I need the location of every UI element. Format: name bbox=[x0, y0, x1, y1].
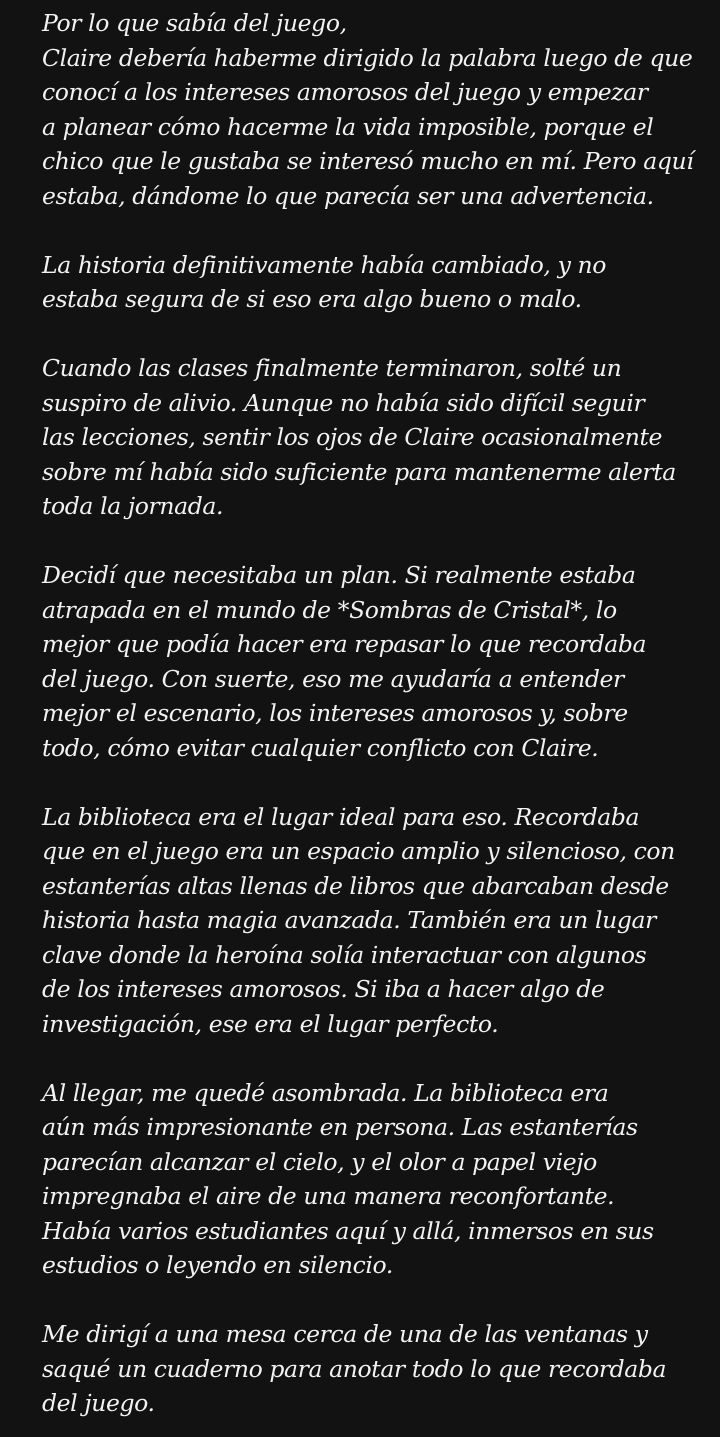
text-line: a planear cómo hacerme la vida imposible, porque el bbox=[42, 112, 654, 141]
text-line: impregnaba el aire de una manera reconfortante. bbox=[42, 1182, 615, 1210]
text-line: estaba segura de si eso era algo bueno o malo. bbox=[42, 285, 582, 313]
paragraph bbox=[42, 1076, 720, 1283]
paragraph bbox=[42, 800, 720, 1042]
text-line: Me dirigí a una mesa cerca de una de las ventanas y bbox=[42, 1320, 648, 1348]
text-line: las lecciones, sentir los ojos de Claire ocasionalmente bbox=[42, 423, 663, 451]
text-line: todo, cómo evitar cualquier conflicto con Claire. bbox=[42, 733, 599, 762]
text-line: sobre mí había sido suficiente para mantenerme alerta bbox=[42, 457, 676, 486]
text-line: investigación, ese era el lugar perfecto. bbox=[42, 1009, 499, 1038]
text-line: Había varios estudiantes aquí y allá, inmersos en sus bbox=[42, 1216, 654, 1245]
text-line: estaba, dándome lo que parecía ser una advertencia. bbox=[42, 181, 654, 210]
text-line: La historia definitivamente había cambiado, y no bbox=[42, 250, 606, 279]
text-line: aún más impresionante en persona. Las estanterías bbox=[42, 1113, 638, 1141]
paragraph bbox=[42, 1317, 720, 1421]
paragraph bbox=[42, 351, 720, 524]
paragraph bbox=[42, 248, 720, 317]
text-line: atrapada en el mundo de *Sombras de Cristal*, lo bbox=[42, 595, 617, 624]
text-line: que en el juego era un espacio amplio y silencioso, con bbox=[42, 837, 675, 865]
text-line: Al llegar, me quedé asombrada. La biblioteca era bbox=[42, 1078, 609, 1107]
text-line: Claire debería haberme dirigido la palabra luego de que bbox=[42, 43, 693, 72]
text-line: del juego. bbox=[42, 1389, 155, 1417]
text-line: chico que le gustaba se interesó mucho en mí. Pero aquí bbox=[42, 147, 694, 175]
text-line: parecían alcanzar el cielo, y el olor a papel viejo bbox=[42, 1147, 597, 1176]
text-line: toda la jornada. bbox=[42, 492, 224, 520]
text-line: estanterías altas llenas de libros que abarcaban desde bbox=[42, 871, 669, 900]
text-line: La biblioteca era el lugar ideal para eso. Recordaba bbox=[42, 802, 640, 831]
text-line: Por lo que sabía del juego, bbox=[42, 9, 347, 37]
text-line: Cuando las clases finalmente terminaron, solté un bbox=[42, 354, 622, 382]
text-line: clave donde la heroína solía interactuar con algunos bbox=[42, 940, 647, 969]
text-line: Decidí que necesitaba un plan. Si realmente estaba bbox=[42, 561, 636, 589]
text-line: suspiro de alivio. Aunque no había sido difícil seguir bbox=[42, 388, 645, 417]
text-line: saqué un cuaderno para anotar todo lo que recordaba bbox=[42, 1354, 667, 1383]
paragraph bbox=[42, 6, 720, 213]
text-line: del juego. Con suerte, eso me ayudaría a entender bbox=[42, 664, 624, 693]
text-line: de los intereses amorosos. Si iba a hacer algo de bbox=[42, 975, 605, 1003]
text-line: mejor que podía hacer era repasar lo que recordaba bbox=[42, 630, 647, 658]
text-line: mejor el escenario, los intereses amorosos y, sobre bbox=[42, 699, 628, 727]
text-line: historia hasta magia avanzada. También era un lugar bbox=[42, 906, 656, 934]
paragraph bbox=[42, 558, 720, 765]
text-line: conocí a los intereses amorosos del juego y empezar bbox=[42, 78, 648, 106]
text-line: estudios o leyendo en silencio. bbox=[42, 1251, 393, 1279]
